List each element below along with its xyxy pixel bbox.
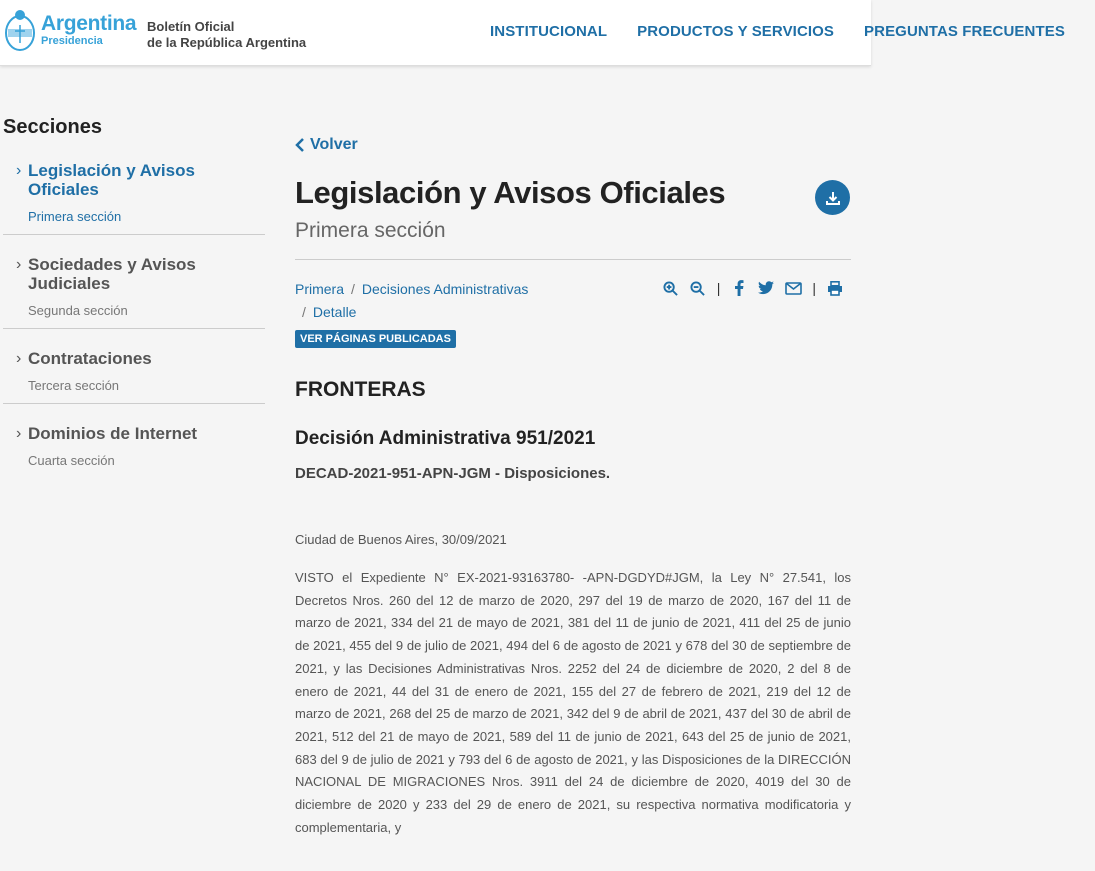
breadcrumb-detalle[interactable]: Detalle: [312, 304, 357, 320]
body-text: VISTO el Expediente N° EX-2021-93163780- -APN-DGDYD#JGM, la Ley N° 27.541, los Decretos Nros. 260 del 12 de marzo de 2020, 297 del 19 de marzo de 2020, 167 del 11 de marzo de 2021, 334 del 21 de mayo de 2021, 381 del 11 de junio de 2021, 411 del 25 de junio de 2021, 455 del 9 de julio de 2021, 494 del 6 de agosto de 2021 y 678 del 30 de septiembre de 2021, y las Decisiones Administrativas Nros. 2252 del 24 de diciembre de 2020, 2 del 8 de enero de 2021, 44 del 31 de enero de 2021, 155 del 27 de febrero de 2021, 219 del 12 de marzo de 2021, 268 del 25 de marzo de 2021, 342 del 9 de abril de 2021, 437 del 30 de abril de 2021, 512 del 21 de mayo de 2021, 589 del 11 de junio de 2021, 643 del 25 de junio de 2021, 683 del 9 de julio de 2021 y 793 del 6 de agosto de 2021, y las Disposiciones de la DIRECCIÓN NACIONAL DE MIGRACIONES Nros. 3911 del 24 de diciembre de 2020, 4019 del 30 de diciembre de 2020 y 233 del 29 de enero de 2021, su respectiva normativa modificatoria y complementaria, y: [295, 570, 851, 835]
sidebar-item-sub: Segunda sección: [28, 303, 128, 318]
sidebar-item-sub: Tercera sección: [28, 378, 120, 393]
nav-institucional[interactable]: INSTITUCIONAL: [490, 23, 608, 40]
chevron-right-icon: ›: [16, 425, 22, 442]
sidebar-item-sub: Cuarta sección: [28, 453, 115, 468]
main-nav: [490, 23, 1095, 40]
sidebar-title: Secciones: [3, 116, 102, 138]
sidebar-item-cuarta[interactable]: [3, 424, 265, 478]
main-content: [295, 136, 851, 839]
breadcrumb-row: [295, 278, 851, 322]
norm-code: DECAD-2021-951-APN-JGM - Disposiciones.: [295, 465, 611, 482]
toolbar-separator: |: [716, 280, 721, 296]
back-link[interactable]: [295, 136, 358, 154]
email-icon[interactable]: [785, 280, 801, 296]
page-title: Legislación y Avisos Oficiales: [295, 175, 726, 210]
top-header: [0, 0, 1065, 66]
breadcrumb-decisiones[interactable]: Decisiones Administrativas: [361, 281, 529, 297]
norm-title: Decisión Administrativa 951/2021: [295, 428, 596, 449]
facebook-icon[interactable]: [731, 280, 747, 296]
sidebar-item-sub: Primera sección: [28, 209, 122, 224]
nav-preguntas[interactable]: PREGUNTAS FRECUENTES: [864, 23, 1065, 40]
download-button[interactable]: [815, 180, 850, 215]
zoom-in-icon[interactable]: [663, 280, 679, 296]
print-icon[interactable]: [827, 280, 843, 296]
breadcrumb-primera[interactable]: Primera: [295, 281, 345, 297]
divider: [295, 259, 851, 260]
sidebar-item-label: Contrataciones: [28, 349, 152, 368]
toolbar: [663, 280, 843, 296]
download-icon: [825, 190, 841, 206]
chevron-right-icon: ›: [16, 162, 22, 179]
section-title: FRONTERAS: [295, 378, 426, 401]
chevron-left-icon: [295, 138, 305, 152]
sidebar-item-segunda[interactable]: [3, 255, 265, 329]
sidebar-item-tercera[interactable]: [3, 349, 265, 404]
sidebar-item-label: Legislación y Avisos Oficiales: [28, 161, 195, 199]
zoom-out-icon[interactable]: [690, 280, 706, 296]
breadcrumb-separator: /: [351, 281, 355, 297]
breadcrumb-separator: /: [302, 304, 306, 320]
chevron-right-icon: ›: [16, 256, 22, 273]
chevron-right-icon: ›: [16, 350, 22, 367]
toolbar-separator: |: [812, 280, 816, 296]
place-date: Ciudad de Buenos Aires, 30/09/2021: [295, 532, 507, 547]
boletin-title[interactable]: [147, 19, 306, 51]
sidebar-item-label: Dominios de Internet: [28, 424, 198, 443]
boletin-title-line1: Boletín Oficial: [147, 19, 235, 34]
boletin-title-line2: de la República Argentina: [147, 35, 307, 50]
back-label: Volver: [310, 136, 358, 153]
argentina-logo[interactable]: [4, 7, 136, 53]
brand-sub: Presidencia: [41, 35, 103, 47]
twitter-icon[interactable]: [758, 280, 774, 296]
ver-paginas-publicadas-button[interactable]: VER PÁGINAS PUBLICADAS: [295, 330, 456, 348]
argentina-seal-icon: [4, 7, 36, 53]
sections-sidebar: [3, 116, 265, 498]
sidebar-item-label: Sociedades y Avisos Judiciales: [28, 255, 196, 293]
nav-productos-servicios[interactable]: PRODUCTOS Y SERVICIOS: [637, 23, 835, 40]
brand-name: Argentina: [41, 12, 137, 35]
page-subtitle: Primera sección: [295, 219, 446, 242]
sidebar-item-primera[interactable]: [3, 161, 265, 235]
